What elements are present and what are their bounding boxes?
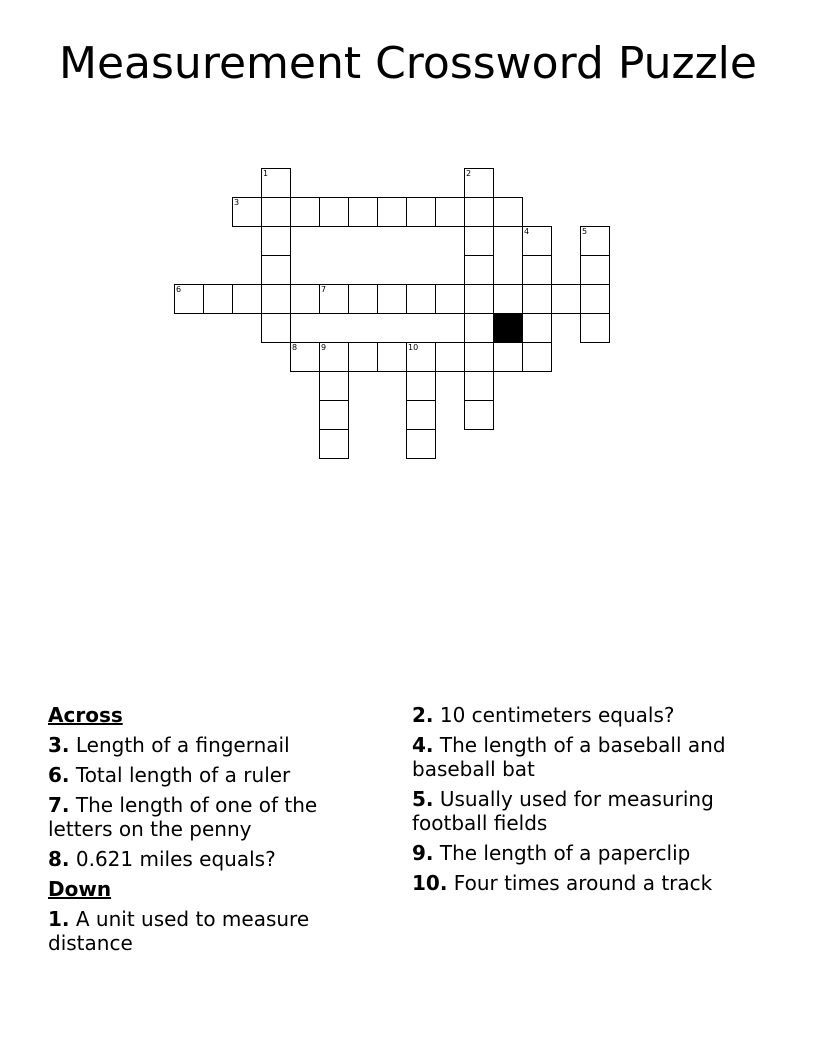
down-heading: Down <box>48 877 112 901</box>
grid-cell[interactable] <box>261 168 291 198</box>
clues-right-column <box>412 703 752 901</box>
clue-number: 10 <box>408 343 419 352</box>
grid-cell[interactable] <box>406 342 436 372</box>
grid-cell[interactable] <box>464 226 494 256</box>
grid-cell[interactable] <box>203 284 233 314</box>
grid-cell[interactable] <box>493 342 523 372</box>
grid-cell[interactable] <box>319 400 349 430</box>
grid-cell[interactable] <box>406 400 436 430</box>
grid-cell[interactable] <box>348 284 378 314</box>
clue-item <box>412 703 752 727</box>
clue-item <box>48 733 388 757</box>
clue-number-label: 5. <box>412 787 434 811</box>
grid-cell[interactable] <box>377 342 407 372</box>
clue-text: A unit used to measure distance <box>48 907 310 955</box>
grid-cell[interactable] <box>406 429 436 459</box>
grid-cell[interactable] <box>464 342 494 372</box>
clue-text: Usually used for measuring football fields <box>412 787 714 835</box>
clue-number: 1 <box>263 169 269 178</box>
grid-cell[interactable] <box>464 197 494 227</box>
clue-text: 0.621 miles equals? <box>75 847 276 871</box>
grid-cell[interactable] <box>522 313 552 343</box>
grid-cell[interactable] <box>435 342 465 372</box>
clue-text: Four times around a track <box>453 871 713 895</box>
clue-number-label: 9. <box>412 841 434 865</box>
puzzle-title: Measurement Crossword Puzzle <box>59 38 757 89</box>
grid-cell[interactable] <box>406 197 436 227</box>
clue-item <box>412 871 752 895</box>
grid-cell[interactable] <box>319 371 349 401</box>
clue-number: 4 <box>524 227 530 236</box>
grid-cell[interactable] <box>464 371 494 401</box>
grid-cell[interactable] <box>493 284 523 314</box>
clue-item <box>48 907 388 955</box>
clue-number-label: 8. <box>48 847 70 871</box>
clue-number-label: 2. <box>412 703 434 727</box>
clue-number-label: 7. <box>48 793 70 817</box>
grid-cell[interactable] <box>290 284 320 314</box>
crossword-grid <box>0 0 816 480</box>
clue-item <box>48 793 388 841</box>
down-clue-list-continued <box>412 703 752 895</box>
grid-cell[interactable] <box>319 429 349 459</box>
clue-number-label: 10. <box>412 871 448 895</box>
grid-cell[interactable] <box>435 197 465 227</box>
grid-cell[interactable] <box>348 197 378 227</box>
clue-number: 7 <box>321 285 327 294</box>
across-clue-list <box>48 733 388 871</box>
grid-cell[interactable] <box>580 255 610 285</box>
clue-number-label: 4. <box>412 733 434 757</box>
grid-cell[interactable] <box>464 400 494 430</box>
grid-cell[interactable] <box>580 284 610 314</box>
across-heading: Across <box>48 703 123 727</box>
grid-cell[interactable] <box>464 284 494 314</box>
grid-cell[interactable] <box>580 313 610 343</box>
clue-number: 2 <box>466 169 472 178</box>
grid-cell[interactable] <box>232 197 262 227</box>
grid-cell[interactable] <box>261 313 291 343</box>
grid-cell[interactable] <box>261 255 291 285</box>
grid-cell[interactable] <box>174 284 204 314</box>
clue-text: The length of a paperclip <box>439 841 691 865</box>
clue-item <box>48 847 388 871</box>
clue-text: 10 centimeters equals? <box>439 703 675 727</box>
clues-left-column <box>48 703 388 961</box>
grid-cell[interactable] <box>522 226 552 256</box>
clue-number-label: 1. <box>48 907 70 931</box>
clue-text: Total length of a ruler <box>75 763 291 787</box>
clue-number: 6 <box>176 285 182 294</box>
grid-cell[interactable] <box>464 168 494 198</box>
clue-item <box>412 733 752 781</box>
grid-cell[interactable] <box>522 342 552 372</box>
grid-cell[interactable] <box>522 255 552 285</box>
clue-number: 8 <box>292 343 298 352</box>
clue-number: 9 <box>321 343 327 352</box>
grid-cell[interactable] <box>435 284 465 314</box>
clue-number: 5 <box>582 227 588 236</box>
blocked-cell <box>493 313 523 343</box>
clue-item <box>412 841 752 865</box>
grid-cell[interactable] <box>377 197 407 227</box>
grid-cell[interactable] <box>406 371 436 401</box>
grid-cell[interactable] <box>493 197 523 227</box>
clue-number: 3 <box>234 198 240 207</box>
clue-item <box>48 763 388 787</box>
grid-cell[interactable] <box>406 284 436 314</box>
clue-text: Length of a fingernail <box>75 733 290 757</box>
grid-cell[interactable] <box>319 197 349 227</box>
down-clue-list <box>48 907 388 955</box>
clue-text: The length of a baseball and baseball bat <box>412 733 726 781</box>
grid-cell[interactable] <box>290 197 320 227</box>
clue-text: The length of one of the letters on the penny <box>48 793 318 841</box>
grid-cell[interactable] <box>319 284 349 314</box>
grid-cell[interactable] <box>290 342 320 372</box>
grid-cell[interactable] <box>464 255 494 285</box>
clue-number-label: 3. <box>48 733 70 757</box>
grid-cell[interactable] <box>551 284 581 314</box>
grid-cell[interactable] <box>464 313 494 343</box>
grid-cell[interactable] <box>261 197 291 227</box>
grid-cell[interactable] <box>232 284 262 314</box>
grid-cell[interactable] <box>261 226 291 256</box>
grid-cell[interactable] <box>261 284 291 314</box>
grid-cell[interactable] <box>580 226 610 256</box>
grid-cell[interactable] <box>377 284 407 314</box>
clue-number-label: 6. <box>48 763 70 787</box>
grid-cell[interactable] <box>522 284 552 314</box>
grid-cell[interactable] <box>348 342 378 372</box>
clue-item <box>412 787 752 835</box>
grid-cell[interactable] <box>319 342 349 372</box>
